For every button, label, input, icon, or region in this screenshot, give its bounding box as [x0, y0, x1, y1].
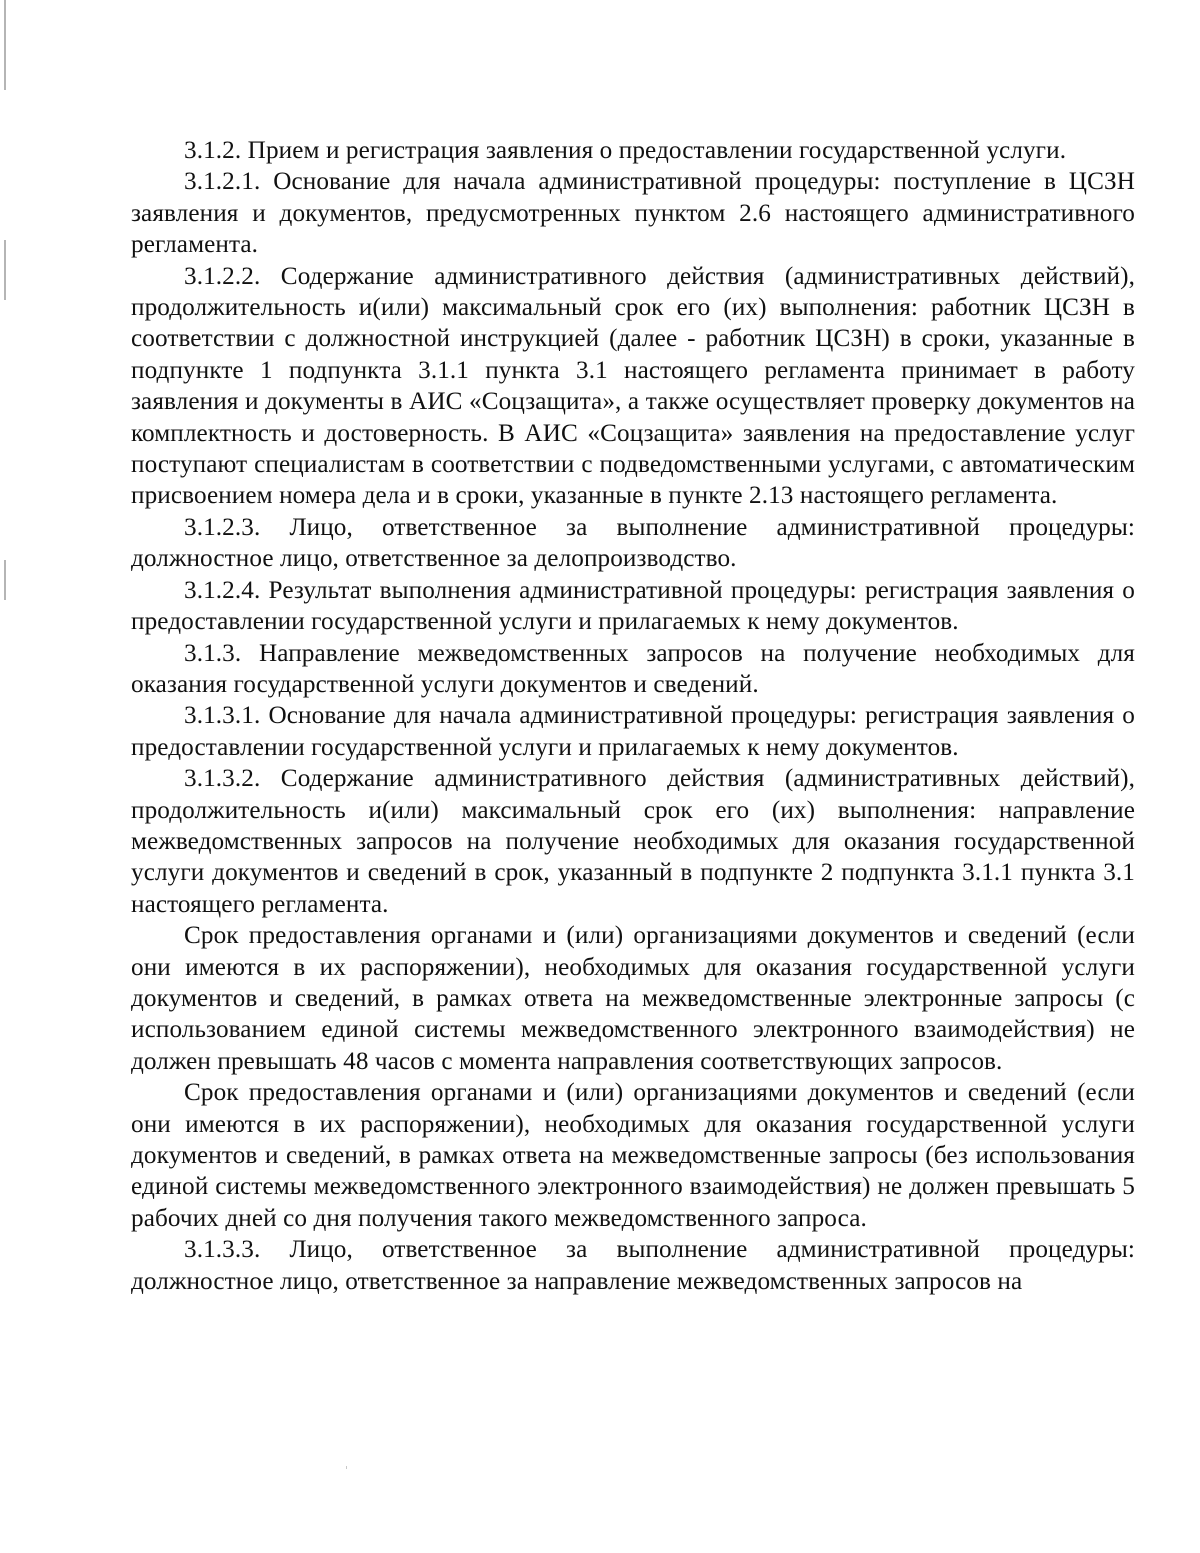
paragraph-3-1-2: 3.1.2. Прием и регистрация заявления о предоставлении государственной услуги. [184, 137, 1067, 164]
paragraph-3-1-3-2: 3.1.3.2. Содержание административного действия (административных действий), продолжительность и(или) максимальный срок его (их) выполнения: направление межведомственных запросов на получение необходимых для оказания государственной услуги документов и сведений в срок, указанный в подпункте 2 подпункта 3.1.1 пункта 3.1 настоящего регламента. [131, 765, 1135, 918]
scan-edge-mark [4, 0, 6, 90]
paragraph-3-1-3-3: 3.1.3.3. Лицо, ответственное за выполнение административной процедуры: должностное лицо, ответственное за направление межведомственных запросов на [131, 1236, 1135, 1295]
paragraph-3-1-2-2: 3.1.2.2. Содержание административного действия (административных действий), продолжительность и(или) максимальный срок его (их) выполнения: работник ЦСЗН в соответствии с должностной инструкцией (далее - работник ЦСЗН) в сроки, указанные в подпункте 1 подпункта 3.1.1 пункта 3.1 настоящего регламента принимает в работу заявления и документы в АИС «Соцзащита», а также осуществляет проверку документов на комплектность и достоверность. В АИС «Соцзащита» заявления на предоставление услуг поступают специалистам в соответствии с подведомственными услугами, с автоматическим присвоением номера дела и в сроки, указанные в пункте 2.13 настоящего регламента. [131, 262, 1135, 510]
paragraph-electronic-requests-term: Срок предоставления органами и (или) организациями документов и сведений (если они имеются в их распоряжении), необходимых для оказания государственной услуги документов и сведений, в рамках ответа на межведомственные электронные запросы (с использованием единой системы межведомственного электронного взаимодействия) не должен превышать 48 часов с момента направления соответствующих запросов. [131, 922, 1135, 1075]
document-body [131, 135, 1135, 1297]
paragraph-3-1-2-3: 3.1.2.3. Лицо, ответственное за выполнение административной процедуры: должностное лицо, ответственное за делопроизводство. [131, 513, 1135, 573]
paragraph-3-1-2-1: 3.1.2.1. Основание для начала административной процедуры: поступление в ЦСЗН заявления и документов, предусмотренных пунктом 2.6 настоящего административного регламента. [131, 168, 1135, 259]
scan-edge-mark [4, 240, 6, 300]
scan-edge-mark [4, 560, 6, 600]
paragraph-3-1-3: 3.1.3. Направление межведомственных запросов на получение необходимых для оказания государственной услуги документов и сведений. [131, 639, 1135, 698]
scan-speck [346, 1466, 347, 1469]
paragraph-3-1-2-4: 3.1.2.4. Результат выполнения административной процедуры: регистрация заявления о предоставлении государственной услуги и прилагаемых к нему документов. [131, 576, 1135, 636]
paragraph-3-1-3-1: 3.1.3.1. Основание для начала административной процедуры: регистрация заявления о предоставлении государственной услуги и прилагаемых к нему документов. [131, 702, 1135, 761]
paragraph-non-electronic-requests-term: Срок предоставления органами и (или) организациями документов и сведений (если они имеются в их распоряжении), необходимых для оказания государственной услуги документов и сведений, в рамках ответа на межведомственные запросы (без использования единой системы межведомственного электронного взаимодействия) не должен превышать 5 рабочих дней со дня получения такого межведомственного запроса. [131, 1079, 1135, 1232]
